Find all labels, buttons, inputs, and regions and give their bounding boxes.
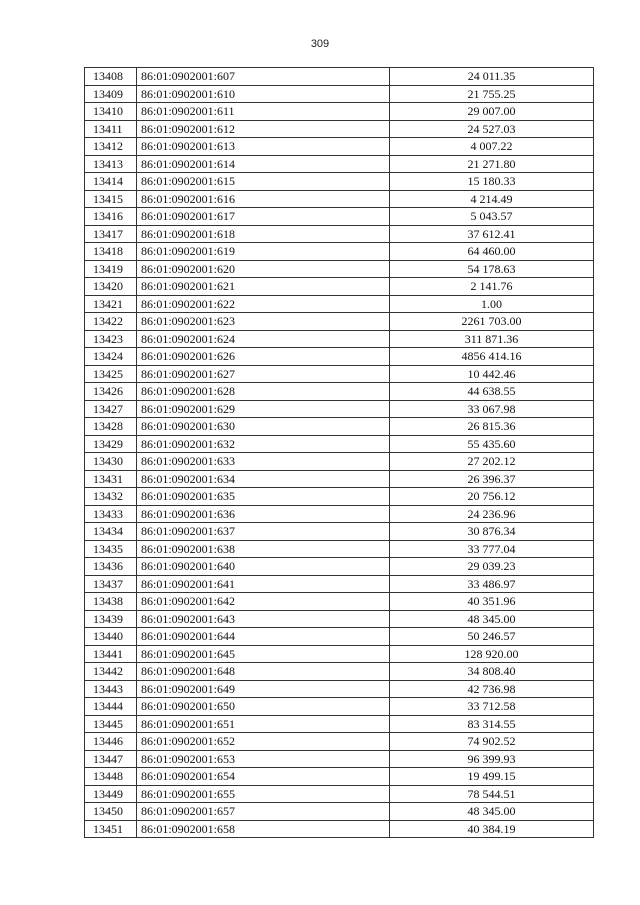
cadastral-number-cell: 86:01:0902001:643	[137, 610, 390, 628]
cadastral-number-cell: 86:01:0902001:640	[137, 558, 390, 576]
cadastral-value-cell: 21 271.80	[390, 155, 594, 173]
row-number-cell: 13415	[85, 190, 137, 208]
table-row	[85, 768, 594, 786]
cadastral-value-cell: 10 442.46	[390, 365, 594, 383]
cadastral-value-cell: 33 712.58	[390, 698, 594, 716]
table-row	[85, 173, 594, 191]
cadastral-value-cell: 37 612.41	[390, 225, 594, 243]
row-number-cell: 13435	[85, 540, 137, 558]
table-row	[85, 715, 594, 733]
row-number-cell: 13437	[85, 575, 137, 593]
row-number-cell: 13431	[85, 470, 137, 488]
row-number-cell: 13439	[85, 610, 137, 628]
table-row	[85, 278, 594, 296]
cadastral-number-cell: 86:01:0902001:622	[137, 295, 390, 313]
cadastral-value-cell: 4856 414.16	[390, 348, 594, 366]
cadastral-number-cell: 86:01:0902001:653	[137, 750, 390, 768]
table-row	[85, 225, 594, 243]
row-number-cell: 13416	[85, 208, 137, 226]
table-body	[85, 68, 594, 838]
cadastral-value-cell: 33 067.98	[390, 400, 594, 418]
row-number-cell: 13445	[85, 715, 137, 733]
cadastral-number-cell: 86:01:0902001:644	[137, 628, 390, 646]
table-row	[85, 505, 594, 523]
table-row	[85, 733, 594, 751]
cadastral-number-cell: 86:01:0902001:634	[137, 470, 390, 488]
row-number-cell: 13419	[85, 260, 137, 278]
row-number-cell: 13432	[85, 488, 137, 506]
row-number-cell: 13444	[85, 698, 137, 716]
cadastral-value-cell: 50 246.57	[390, 628, 594, 646]
cadastral-value-cell: 33 486.97	[390, 575, 594, 593]
cadastral-number-cell: 86:01:0902001:650	[137, 698, 390, 716]
row-number-cell: 13412	[85, 138, 137, 156]
table-row	[85, 155, 594, 173]
row-number-cell: 13420	[85, 278, 137, 296]
row-number-cell: 13448	[85, 768, 137, 786]
cadastral-number-cell: 86:01:0902001:607	[137, 68, 390, 86]
row-number-cell: 13434	[85, 523, 137, 541]
row-number-cell: 13424	[85, 348, 137, 366]
row-number-cell: 13442	[85, 663, 137, 681]
cadastral-number-cell: 86:01:0902001:628	[137, 383, 390, 401]
cadastral-value-cell: 128 920.00	[390, 645, 594, 663]
table-row	[85, 575, 594, 593]
cadastral-value-cell: 34 808.40	[390, 663, 594, 681]
cadastral-value-cell: 83 314.55	[390, 715, 594, 733]
row-number-cell: 13428	[85, 418, 137, 436]
cadastral-number-cell: 86:01:0902001:617	[137, 208, 390, 226]
table-row	[85, 295, 594, 313]
table-row	[85, 453, 594, 471]
cadastral-number-cell: 86:01:0902001:657	[137, 803, 390, 821]
cadastral-value-cell: 2261 703.00	[390, 313, 594, 331]
cadastral-number-cell: 86:01:0902001:642	[137, 593, 390, 611]
cadastral-number-cell: 86:01:0902001:648	[137, 663, 390, 681]
cadastral-value-cell: 4 214.49	[390, 190, 594, 208]
row-number-cell: 13413	[85, 155, 137, 173]
table-row	[85, 803, 594, 821]
cadastral-value-cell: 54 178.63	[390, 260, 594, 278]
cadastral-value-cell: 48 345.00	[390, 610, 594, 628]
table-row	[85, 785, 594, 803]
cadastral-number-cell: 86:01:0902001:649	[137, 680, 390, 698]
table-row	[85, 365, 594, 383]
cadastral-value-cell: 78 544.51	[390, 785, 594, 803]
cadastral-number-cell: 86:01:0902001:621	[137, 278, 390, 296]
table-row	[85, 470, 594, 488]
table-row	[85, 645, 594, 663]
table-row	[85, 820, 594, 838]
cadastral-number-cell: 86:01:0902001:613	[137, 138, 390, 156]
row-number-cell: 13421	[85, 295, 137, 313]
row-number-cell: 13417	[85, 225, 137, 243]
row-number-cell: 13425	[85, 365, 137, 383]
table-row	[85, 120, 594, 138]
cadastral-value-cell: 74 902.52	[390, 733, 594, 751]
cadastral-value-cell: 33 777.04	[390, 540, 594, 558]
cadastral-value-cell: 21 755.25	[390, 85, 594, 103]
cadastral-value-cell: 55 435.60	[390, 435, 594, 453]
row-number-cell: 13429	[85, 435, 137, 453]
cadastral-value-cell: 29 039.23	[390, 558, 594, 576]
row-number-cell: 13443	[85, 680, 137, 698]
cadastral-number-cell: 86:01:0902001:627	[137, 365, 390, 383]
cadastral-value-cell: 311 871.36	[390, 330, 594, 348]
table-row	[85, 348, 594, 366]
cadastral-number-cell: 86:01:0902001:632	[137, 435, 390, 453]
cadastral-value-cell: 24 236.96	[390, 505, 594, 523]
row-number-cell: 13427	[85, 400, 137, 418]
row-number-cell: 13451	[85, 820, 137, 838]
cadastral-value-cell: 1.00	[390, 295, 594, 313]
cadastral-value-cell: 44 638.55	[390, 383, 594, 401]
table-row	[85, 628, 594, 646]
table-row	[85, 138, 594, 156]
row-number-cell: 13426	[85, 383, 137, 401]
cadastral-value-cell: 42 736.98	[390, 680, 594, 698]
cadastral-number-cell: 86:01:0902001:629	[137, 400, 390, 418]
row-number-cell: 13408	[85, 68, 137, 86]
row-number-cell: 13436	[85, 558, 137, 576]
cadastral-value-cell: 30 876.34	[390, 523, 594, 541]
cadastral-number-cell: 86:01:0902001:612	[137, 120, 390, 138]
cadastral-value-cell: 40 351.96	[390, 593, 594, 611]
row-number-cell: 13422	[85, 313, 137, 331]
table-row	[85, 383, 594, 401]
cadastral-value-cell: 96 399.93	[390, 750, 594, 768]
cadastral-number-cell: 86:01:0902001:638	[137, 540, 390, 558]
table-row	[85, 68, 594, 86]
table-row	[85, 330, 594, 348]
cadastral-number-cell: 86:01:0902001:645	[137, 645, 390, 663]
table-row	[85, 680, 594, 698]
cadastral-number-cell: 86:01:0902001:610	[137, 85, 390, 103]
row-number-cell: 13418	[85, 243, 137, 261]
table-row	[85, 610, 594, 628]
row-number-cell: 13441	[85, 645, 137, 663]
table-row	[85, 435, 594, 453]
cadastral-number-cell: 86:01:0902001:636	[137, 505, 390, 523]
cadastral-value-cell: 19 499.15	[390, 768, 594, 786]
cadastral-number-cell: 86:01:0902001:611	[137, 103, 390, 121]
cadastral-value-cell: 26 815.36	[390, 418, 594, 436]
table-row	[85, 260, 594, 278]
cadastral-number-cell: 86:01:0902001:614	[137, 155, 390, 173]
cadastral-number-cell: 86:01:0902001:658	[137, 820, 390, 838]
cadastral-number-cell: 86:01:0902001:630	[137, 418, 390, 436]
row-number-cell: 13446	[85, 733, 137, 751]
table-row	[85, 313, 594, 331]
cadastral-number-cell: 86:01:0902001:655	[137, 785, 390, 803]
cadastral-value-cell: 20 756.12	[390, 488, 594, 506]
cadastral-number-cell: 86:01:0902001:635	[137, 488, 390, 506]
cadastral-number-cell: 86:01:0902001:623	[137, 313, 390, 331]
cadastral-number-cell: 86:01:0902001:626	[137, 348, 390, 366]
cadastral-number-cell: 86:01:0902001:620	[137, 260, 390, 278]
cadastral-value-cell: 64 460.00	[390, 243, 594, 261]
table-row	[85, 400, 594, 418]
cadastral-value-cell: 29 007.00	[390, 103, 594, 121]
table-row	[85, 103, 594, 121]
cadastral-value-table	[84, 67, 594, 838]
cadastral-number-cell: 86:01:0902001:633	[137, 453, 390, 471]
table-row	[85, 593, 594, 611]
cadastral-value-cell: 26 396.37	[390, 470, 594, 488]
table-row	[85, 488, 594, 506]
cadastral-number-cell: 86:01:0902001:615	[137, 173, 390, 191]
table-row	[85, 243, 594, 261]
row-number-cell: 13440	[85, 628, 137, 646]
row-number-cell: 13450	[85, 803, 137, 821]
row-number-cell: 13411	[85, 120, 137, 138]
table-row	[85, 663, 594, 681]
row-number-cell: 13438	[85, 593, 137, 611]
row-number-cell: 13410	[85, 103, 137, 121]
row-number-cell: 13433	[85, 505, 137, 523]
cadastral-number-cell: 86:01:0902001:616	[137, 190, 390, 208]
cadastral-number-cell: 86:01:0902001:624	[137, 330, 390, 348]
table-row	[85, 190, 594, 208]
cadastral-value-cell: 24 011.35	[390, 68, 594, 86]
table-row	[85, 750, 594, 768]
row-number-cell: 13430	[85, 453, 137, 471]
cadastral-value-cell: 27 202.12	[390, 453, 594, 471]
cadastral-number-cell: 86:01:0902001:654	[137, 768, 390, 786]
cadastral-number-cell: 86:01:0902001:641	[137, 575, 390, 593]
cadastral-number-cell: 86:01:0902001:652	[137, 733, 390, 751]
row-number-cell: 13447	[85, 750, 137, 768]
page-number: 309	[310, 38, 330, 50]
table-row	[85, 523, 594, 541]
row-number-cell: 13414	[85, 173, 137, 191]
table-row	[85, 418, 594, 436]
cadastral-number-cell: 86:01:0902001:618	[137, 225, 390, 243]
table-row	[85, 698, 594, 716]
cadastral-value-cell: 2 141.76	[390, 278, 594, 296]
cadastral-value-cell: 4 007.22	[390, 138, 594, 156]
cadastral-number-cell: 86:01:0902001:637	[137, 523, 390, 541]
table-row	[85, 540, 594, 558]
table-row	[85, 558, 594, 576]
table-row	[85, 208, 594, 226]
cadastral-value-cell: 40 384.19	[390, 820, 594, 838]
cadastral-value-cell: 15 180.33	[390, 173, 594, 191]
table-row	[85, 85, 594, 103]
cadastral-number-cell: 86:01:0902001:619	[137, 243, 390, 261]
row-number-cell: 13449	[85, 785, 137, 803]
cadastral-value-cell: 48 345.00	[390, 803, 594, 821]
row-number-cell: 13423	[85, 330, 137, 348]
row-number-cell: 13409	[85, 85, 137, 103]
cadastral-number-cell: 86:01:0902001:651	[137, 715, 390, 733]
cadastral-value-cell: 24 527.03	[390, 120, 594, 138]
cadastral-value-cell: 5 043.57	[390, 208, 594, 226]
